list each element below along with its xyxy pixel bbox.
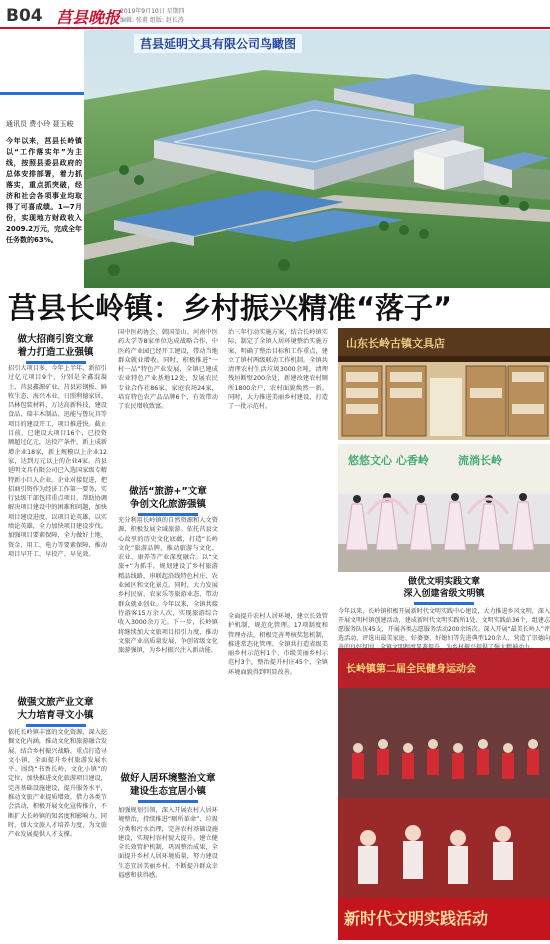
photo-caption: 莒县延明文具有限公司鸟瞰图 <box>134 34 302 53</box>
subhead-living-environment <box>114 772 222 803</box>
editor-credits: 编辑: 张甫 组版: 赵长涛 <box>120 17 184 24</box>
article-text: 依托长岭镇丰富的文化资源，深入挖掘文化内涵，推动文化和旅游融合发展。结合乡村振兴战略，重点打造寻文小镇，全面提升乡村旅游发展水平。围绕“书香长岭、文化小镇”的定位，加快推进文化旅游项目建设，完善基础设施建设，提升服务水平，推动文旅产业提质增效。借力各类节会活动，积极开展文化宣传推介，不断扩大长岭镇的知名度和影响力。同时，加大文旅人才培养力度，为文旅产业发展提供人才支撑。 <box>8 729 107 839</box>
header-rule <box>0 27 550 29</box>
subhead-tourism-plus <box>118 485 218 516</box>
practice-banner: 新时代文明实践活动 <box>344 909 489 928</box>
subhead-civilization <box>338 576 550 605</box>
article-text: 招引大项目多，今年上半年，新招引过亿元项目9个，分别是全鑫混凝土、莒县鑫源矿业、莒县彩钢板、鲜牧生态、海兴木业、日照利德家居、昌林包装材料，万达高新科技，建设食品、瑞丰木制品、迅能与鲁玩具等项目的建设开工，项目推进快。截止目前，已建设大项目16个，已投资额超过亿元，达投产条件，新上成新增企业18家，新上规模以上企业12家，达到万元以上的企业4家。莒县延明文具有限公司已入选国家级专精特新小巨人企业。企业对接促进，把招商引资作为经济工作第一要务，实行县级干部包挂重点项目，帮助协调解决项目建设中的困难和问题，加快项目建设进度，以项目论英雄、以实绩论英雄，全力加快项目建设步伐。加强项目要素保障，全力做好土地、资金、用工、电力等要素保障，推动项目早开工、早投产、早见效。 <box>8 365 107 558</box>
performance-photo <box>338 444 550 572</box>
aerial-photo <box>84 30 550 288</box>
intro-summary: 今年以来，莒县长岭镇以“工作落实年”为主线，按照县委县政府的总体安排部署，着力抓落实，重点抓突破，经济和社会各项事业均取得了可喜成绩。1—7月份，实现地方财政收入2009.2万元，完成全年任务数的63%。 <box>6 137 83 244</box>
subhead-line: 做大招商引资文章 <box>17 334 94 345</box>
subhead-line: 深入创建省级文明镇 <box>403 589 485 599</box>
subhead-culture-tourism <box>8 696 103 727</box>
issue-date: 2019年9月10日 星期四 <box>120 8 185 15</box>
subhead-line: 做活“旅游+”文章 <box>129 486 207 497</box>
aerial-photo-illustration <box>84 30 550 288</box>
subhead-line: 大力培育寻文小镇 <box>17 710 94 721</box>
article-text: 国中医药协会、韩国釜山、河南中医药大学等8家单位达成战略合作，中医药产业园已经开工建设，带动当地群众就业增收。同时，积极推进“一村一品”特色产业发展，全镇已建成农业特色产业基地12处，发展农民专业合作社86家、家庭农场24家，培育特色农产品品牌6个，有效带动了农民增收致富。 <box>118 329 218 411</box>
article-text: 全面提升农村人居环境，建立长效管护机制，规范化管理。17项制度和管理办法，积极完善考核奖惩机制，推进常态化管理。全镇共打造省级美丽乡村示范村1个、市级美丽乡村示范村3个，整治提升村庄45个，全镇环境面貌得到明显改善。 <box>228 613 328 676</box>
subhead-accent <box>414 602 474 605</box>
subhead-accent <box>138 800 198 803</box>
article-text: 充分利用长岭镇的自然资源和人文资源，积极发展全域旅游。依托莒县文心故里的历史文化底蕴，打造“长岭文化”旅游品牌，推动旅游与文化、农业、康养等产业深度融合。以“文旅+”为抓手，规划建设了乡村旅游精品线路，串联起沿线特色村庄、农业园区和文化景点。同时，大力发展乡村民宿、农家乐等旅游业态，带动群众就业创业。今年以来，全镇共接待游客15万余人次，实现旅游综合收入3000余万元。下一步，长岭镇将继续加大文旅项目招引力度，推动文旅产业高质量发展，争创省级文化旅游强镇，为乡村振兴注入新动能。 <box>118 517 218 655</box>
subhead-line: 着力打造工业强镇 <box>17 347 94 358</box>
intro-accent-bar <box>0 92 84 95</box>
article-text: 加强规划引领，深入开展农村人居环境整治，持续推进“厕所革命”、垃圾分类和污水治理，完善农村基础设施建设，实现村容村貌大提升。建立健全长效管护机制，巩固整治成果，全面提升乡村人居环境质量，努力建设生态宜居美丽乡村，不断提升群众幸福感和获得感。 <box>118 807 218 880</box>
subhead-line: 建设生态宜居小镇 <box>129 786 206 797</box>
sports-meet-photo <box>338 648 550 940</box>
subhead-line: 做强文旅产业文章 <box>17 697 94 708</box>
sports-meet-illustration <box>338 648 550 940</box>
sports-banner: 长岭镇第二届全民健身运动会 <box>346 664 476 675</box>
subhead-line: 做优文明实践文章 <box>407 577 480 587</box>
headline: 莒县长岭镇：乡村振兴精准“落子” <box>8 291 453 325</box>
newspaper-name: 莒县晚报 <box>56 8 121 27</box>
article-text: 治三年行动实施方案，结合长岭镇实际，制定了全镇人居环境整治实施方案，明确了整治目标和工作重点，建立了镇村两级联动工作机制。全镇共清理农村生活垃圾3000余吨，清理残垣断壁200余处，新建改建农村厕所1800余户，农村面貌焕然一新。同时，大力推进美丽乡村建设，打造了一批示范村。 <box>228 329 328 411</box>
page-number: B04 <box>6 6 43 26</box>
stage-sign: 悠悠文心 心香岭 <box>348 454 429 467</box>
byline: 通讯员 费小玲 聂玉峻 <box>6 120 74 128</box>
article-text: 今年以来，长岭镇积极开展新时代文明实践中心建设，大力推进乡风文明，深入开展文明村镇创建活动，建成新时代文明实践所1处、文明实践站36个，组建志愿服务队伍45支，开展各类志愿服务活动200余场次。深入开展“最美长岭人”评选活动，评选出最美家庭、好婆婆、好媳妇等先进典型120余人，营造了崇德向善的良好氛围，全镇文明程度显著提升，为乡村振兴提供了强大精神动力。 <box>338 608 550 651</box>
subhead-line: 做好人居环境整治文章 <box>120 773 216 784</box>
civilization-section <box>338 576 550 651</box>
subhead-accent <box>26 724 86 727</box>
subhead-investment <box>8 333 103 364</box>
subhead-line: 争创文化旅游强镇 <box>129 499 206 510</box>
shop-sign: 山东长岭古镇文具店 <box>346 337 445 350</box>
shop-photo <box>338 328 550 440</box>
stage-sign-right: 流淌长岭 <box>458 454 502 467</box>
page-header <box>0 0 550 28</box>
